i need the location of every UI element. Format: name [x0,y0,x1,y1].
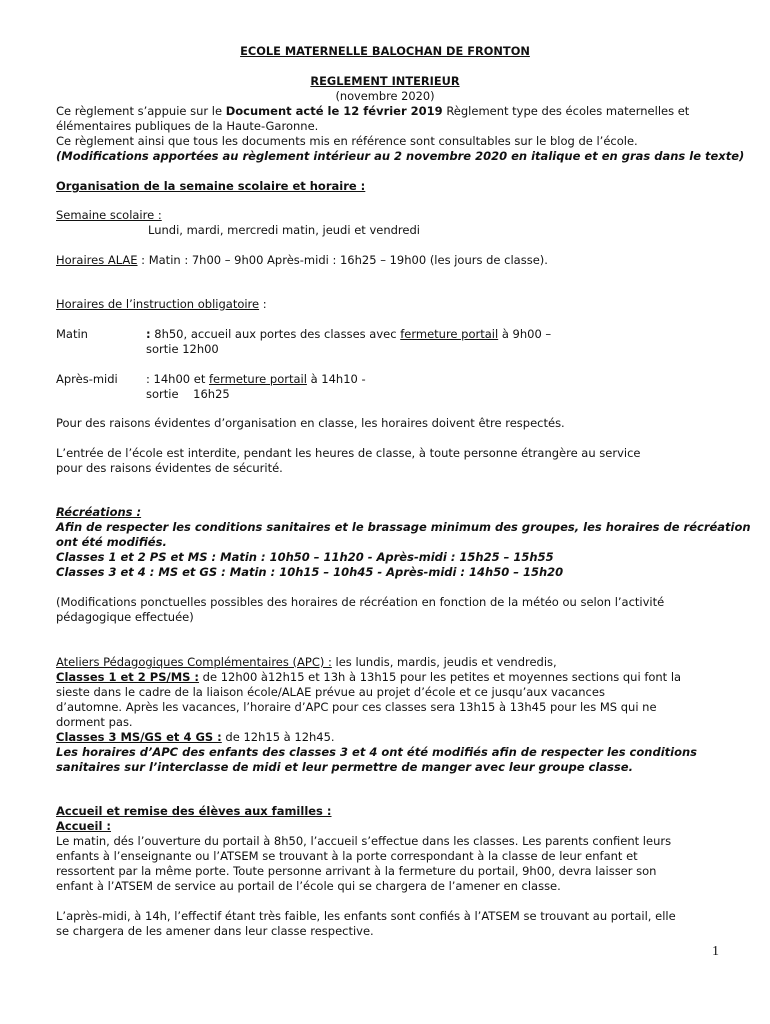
apc-text-line: d’automne. Après les vacances, l’horaire d’APC pour ces classes sera 13h15 à 13h45 pour les MS qui ne [56,700,657,714]
instruction-label: Horaires de l’instruction obligatoire [56,297,260,311]
accueil-paragraph-line: ressortent par la même porte. Toute personne arrivant à la fermeture du portail, 9h00, devra laisser son [56,864,657,878]
apc-text-line: sieste dans le cadre de la liaison école/ALAE prévue au projet d’école et ce jusqu’aux vacances [56,685,605,699]
intro-reference: Document acté le 12 février 2019 [225,104,443,118]
intro-line-2: élémentaires publiques de la Haute-Garonne. [56,119,319,133]
apres-midi-hours [146,372,366,387]
recreations-classes-3-4: Classes 3 et 4 : MS et GS : Matin : 10h15 – 10h45 - Après-midi : 14h50 – 15h20 [56,565,564,579]
accueil-paragraph-line: enfant à l’ATSEM de service au portail de l’école qui se chargera de l’amener en classe. [56,879,561,893]
organisation-heading: Organisation de la semaine scolaire et horaire : [56,179,366,193]
page-number: 1 [712,944,719,959]
accueil-paragraph-line: L’après-midi, à 14h, l’effectif étant très faible, les enfants sont confiés à l’ATSEM se trouvant au portail, elle [56,909,676,923]
recreations-classes-1-2: Classes 1 et 2 PS et MS : Matin : 10h50 – 11h20 - Après-midi : 15h25 – 15h55 [56,550,554,564]
matin-hours [146,327,551,342]
intro-line-1 [56,104,689,119]
apc-modification-2: sanitaires sur l’interclasse de midi et leur permettre de manger avec leur groupe classe. [56,760,633,774]
document-date: (novembre 2020) [335,89,435,103]
apc-heading [56,655,557,670]
matin-text: 8h50, accueil aux portes des classes avec [150,327,401,341]
horaires-respect: Pour des raisons évidentes d’organisation en classe, les horaires doivent être respectés. [56,416,565,430]
recreations-line-1: Afin de respecter les conditions sanitaires et le brassage minimum des groupes, les horaires de récréation [56,520,751,534]
am-text: : 14h00 et [146,372,209,386]
alae-hours [56,253,548,268]
recreations-note-1: (Modifications ponctuelles possibles des horaires de récréation en fonction de la météo ou selon l’activité [56,595,665,609]
accueil-subheading: Accueil : [56,819,112,833]
intro-text: Ce règlement s’appuie sur le [56,104,226,118]
instruction-hours-heading [56,297,267,312]
school-title: ECOLE MATERNELLE BALOCHAN DE FRONTON [240,44,530,58]
fermeture-portail-am: fermeture portail [208,372,307,386]
alae-text: : Matin : 7h00 – 9h00 Après-midi : 16h25 – 19h00 (les jours de classe). [137,253,548,267]
apc-classes-3-4 [56,730,335,745]
semaine-days: Lundi, mardi, mercredi matin, jeudi et vendredi [148,223,420,237]
matin-text: à 9h00 – [498,327,552,341]
alae-label: Horaires ALAE [56,253,138,267]
accueil-paragraph-line: enfants à l’enseignante ou l’ATSEM se trouvant à la porte correspondant à la classe de leur enfant et [56,849,638,863]
matin-colon: : [146,327,151,341]
apc-text: de 12h00 à12h15 et 13h à 13h15 pour les petites et moyennes sections qui font la [199,670,682,684]
apc-days: les lundis, mardis, jeudis et vendredis, [331,655,557,669]
accueil-paragraph-line: Le matin, dés l’ouverture du portail à 8h50, l’accueil s’effectue dans les classes. Les parents confient leurs [56,834,672,848]
semaine-label: Semaine scolaire : [56,208,162,222]
intro-modifications-note: (Modifications apportées au règlement intérieur au 2 novembre 2020 en italique et en gras dans le texte) [56,149,745,163]
matin-label: Matin [56,327,88,341]
instruction-colon: : [259,297,267,311]
intro-text: Règlement type des écoles maternelles et [442,104,690,118]
intro-line-3: Ce règlement ainsi que tous les documents mis en référence sont consultables sur le blog de l’école. [56,134,638,148]
apc-colon: : [328,655,332,669]
matin-sortie: sortie 12h00 [146,342,219,356]
accueil-paragraph-line: se chargera de les amener dans leur classe respective. [56,924,374,938]
entree-interdite-2: pour des raisons évidentes de sécurité. [56,461,283,475]
recreations-heading: Récréations : [56,505,142,519]
apres-midi-label: Après-midi [56,372,118,386]
apc-classes-1-2-label: Classes 1 et 2 PS/MS : [56,670,200,684]
recreations-line-2: ont été modifiés. [56,535,167,549]
am-text: à 14h10 - [306,372,366,386]
fermeture-portail-matin: fermeture portail [400,327,499,341]
apc-classes-3-4-label: Classes 3 MS/GS et 4 GS : [56,730,222,744]
apc-text-line: dorment pas. [56,715,133,729]
accueil-heading: Accueil et remise des élèves aux familles : [56,804,332,818]
apc-modification-1: Les horaires d’APC des enfants des classes 3 et 4 ont été modifiés afin de respecter les conditions [56,745,698,759]
apc-label: Ateliers Pédagogiques Complémentaires (APC) [56,655,328,669]
recreations-note-2: pédagogique effectuée) [56,610,194,624]
document-title: REGLEMENT INTERIEUR [310,74,460,88]
apc-classes-1-2 [56,670,681,685]
apc-text: de 12h15 à 12h45. [221,730,335,744]
entree-interdite-1: L’entrée de l’école est interdite, pendant les heures de classe, à toute personne étrangère au service [56,446,641,460]
apres-midi-sortie: sortie 16h25 [146,387,230,401]
